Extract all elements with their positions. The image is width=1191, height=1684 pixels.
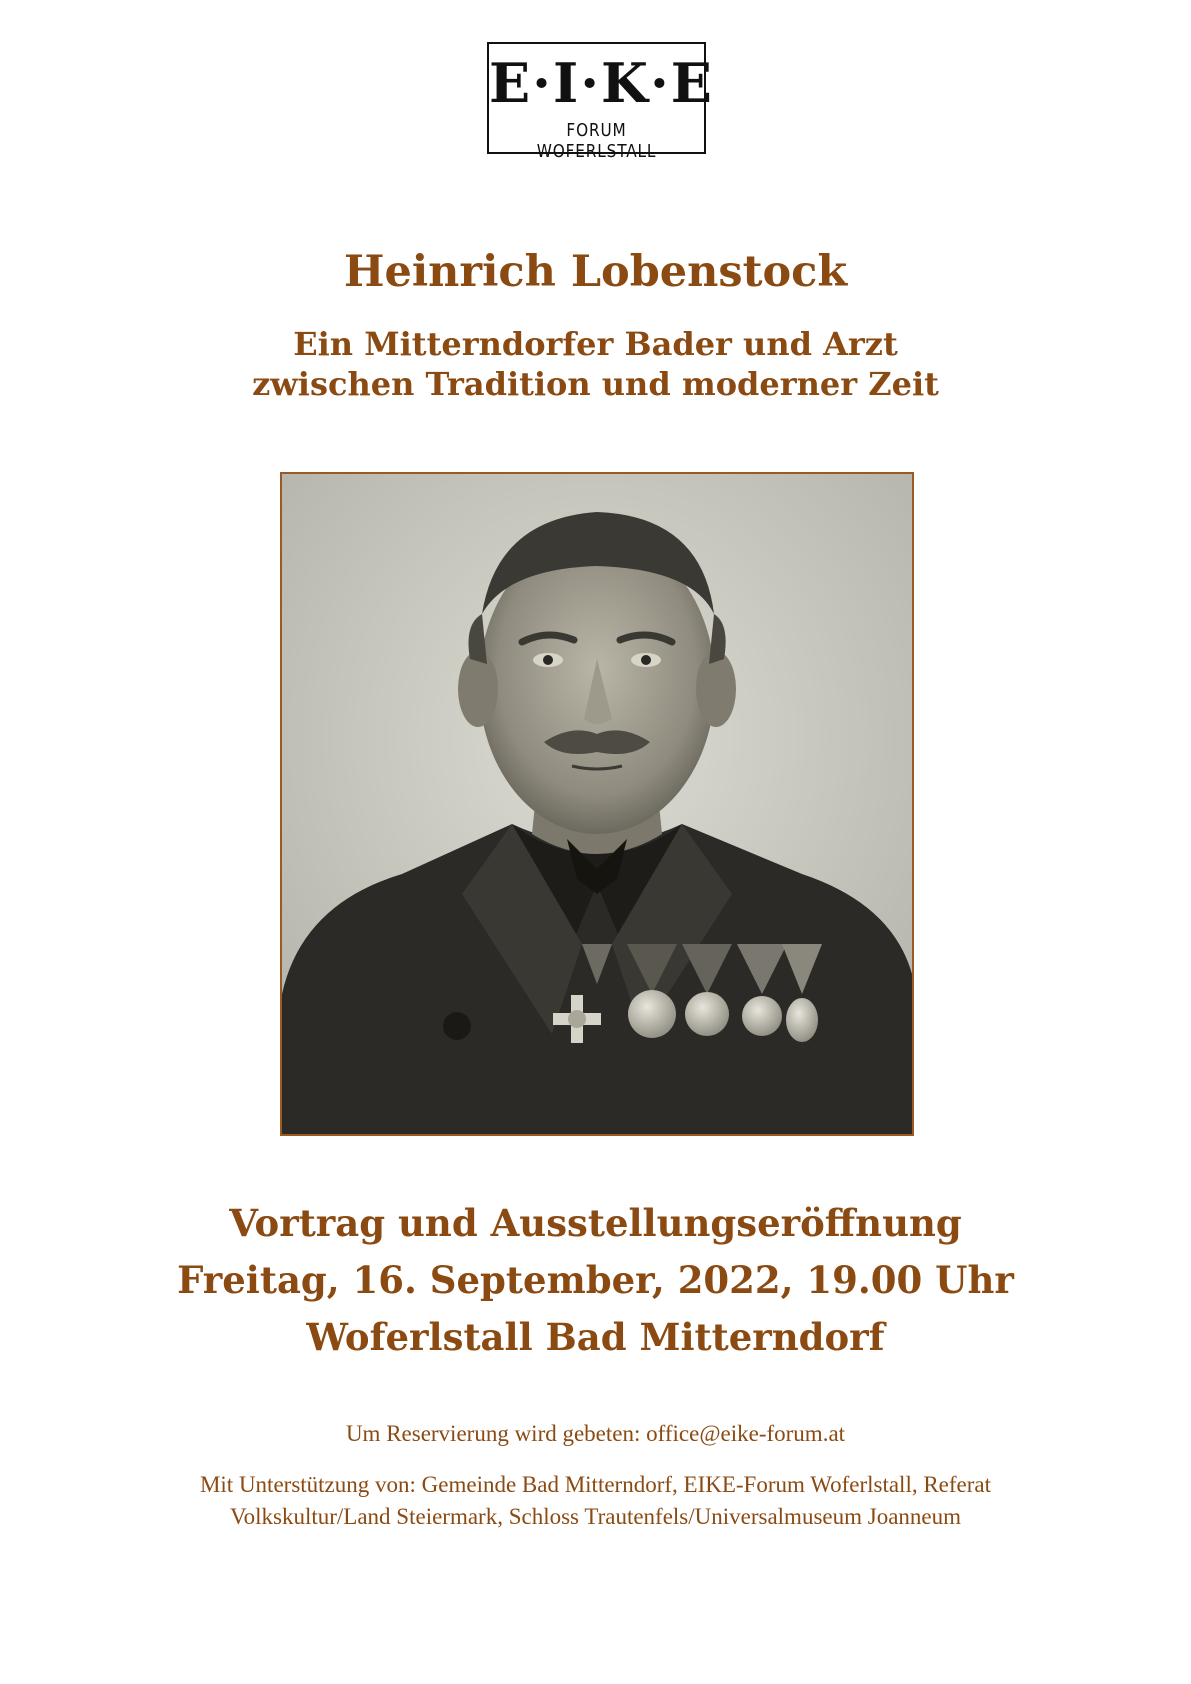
- portrait-photo: [280, 472, 914, 1136]
- support-line-2: Volkskultur/Land Steiermark, Schloss Trautenfels/Universalmuseum Joanneum: [229, 1504, 962, 1529]
- logo-subtitle: FORUM WOFERLSTALL: [536, 120, 657, 162]
- eike-logo: [487, 42, 714, 162]
- page-subtitle: [0, 324, 1191, 404]
- subtitle-line-1: Ein Mitterndorfer Bader und Arzt: [293, 325, 898, 363]
- support-line-1: Mit Unterstützung von: Gemeinde Bad Mitterndorf, EIKE-Forum Woferlstall, Referat: [199, 1472, 992, 1497]
- event-title: Vortrag und Ausstellungseröffnung: [229, 1201, 962, 1245]
- subtitle-line-2: zwischen Tradition und moderner Zeit: [252, 365, 939, 403]
- event-date: Freitag, 16. September, 2022, 19.00 Uhr: [177, 1258, 1014, 1302]
- event-location: Woferlstall Bad Mitterndorf: [306, 1315, 885, 1359]
- logo-mark: E·I·K·E: [489, 51, 714, 115]
- reservation-note: Um Reservierung wird gebeten: office@eike-forum.at: [345, 1421, 846, 1446]
- page-title: Heinrich Lobenstock: [343, 247, 848, 297]
- portrait-illustration: [282, 474, 912, 1134]
